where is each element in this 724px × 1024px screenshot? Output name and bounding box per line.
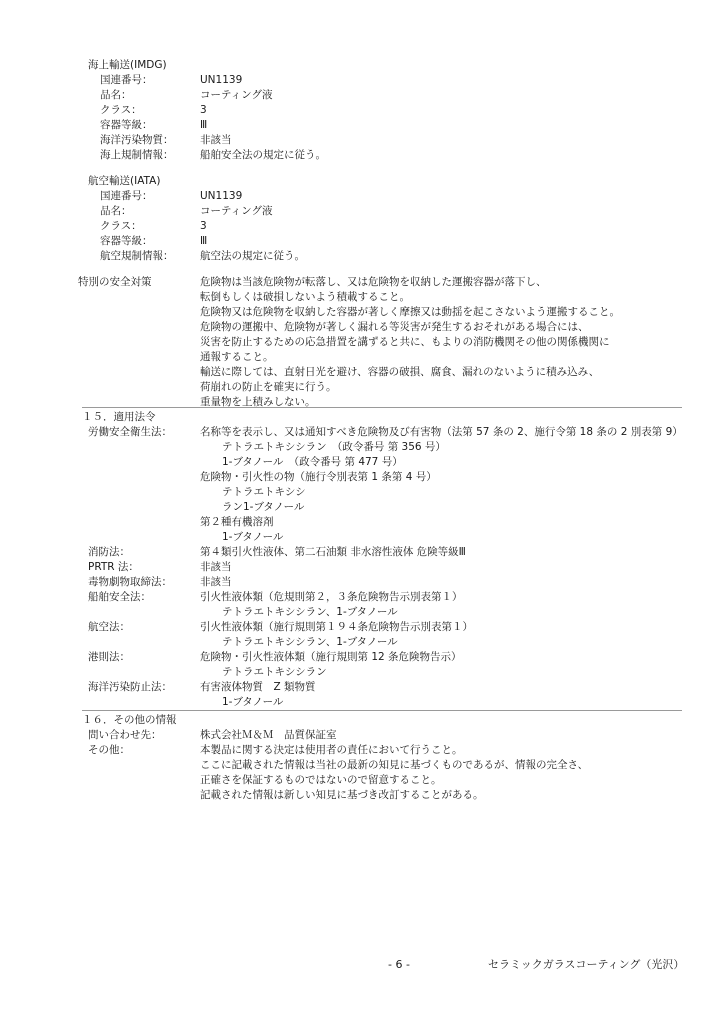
section-divider (82, 407, 682, 408)
rodo-line: ラン1-ブタノール (222, 501, 305, 513)
other-line: 正確さを保証するものではないので留意すること。 (200, 774, 442, 786)
rodo-line: テトラエトキシシ (222, 486, 306, 498)
product-name: セラミックガラスコーティング（光沢） (488, 958, 685, 971)
special-line: 通報すること。 (200, 351, 274, 363)
kowan-line: テトラエトキシシラン (222, 666, 327, 678)
koku-label: 航空法： (88, 621, 130, 633)
special-label: 特別の安全対策 (78, 276, 152, 288)
imdg-name-label: 品名： (100, 89, 132, 101)
rodo-label: 労働安全衛生法： (88, 426, 172, 438)
other-line: 本製品に関する決定は使用者の責任において行うこと。 (200, 744, 463, 756)
iata-reg-label: 航空規制情報： (100, 250, 174, 262)
koku-line: テトラエトキシシラン、1-ブタノール (222, 636, 398, 648)
section-divider (82, 710, 682, 711)
kaiyo-label: 海洋汚染防止法： (88, 681, 172, 693)
special-line: 輸送に際しては、直射日光を避け、容器の破損、腐食、漏れのないように積み込み、 (200, 366, 600, 378)
shobo-label: 消防法： (88, 546, 130, 558)
senpaku-label: 船舶安全法： (88, 591, 151, 603)
iata-pg-value: Ⅲ (200, 235, 208, 247)
senpaku-line: テトラエトキシシラン、1-ブタノール (222, 606, 398, 618)
section-16-heading: １６．その他の情報 (82, 714, 177, 726)
prtr-label: PRTR 法： (88, 561, 139, 573)
imdg-marine-value: 非該当 (200, 134, 232, 146)
iata-pg-label: 容器等級： (100, 235, 153, 247)
iata-class-value: 3 (200, 220, 207, 232)
kaiyo-line: 有害液体物質 Z 類物質 (200, 681, 316, 693)
special-line: 危険物又は危険物を収納した容器が著しく摩擦又は動揺を起こさないよう運搬すること。 (200, 306, 620, 318)
kowan-line: 危険物・引火性液体類（施行規則第 12 条危険物告示） (200, 651, 462, 663)
rodo-line: 名称等を表示し、又は通知すべき危険物及び有害物（法第 57 条の 2、施行令第 18 条の 2 別表第 9） (200, 426, 683, 438)
special-line: 荷崩れの防止を確実に行う。 (200, 381, 337, 393)
koku-line: 引火性液体類（施行規則第１９４条危険物告示別表第１） (200, 621, 473, 633)
contact-label: 問い合わせ先： (88, 729, 162, 741)
iata-un-label: 国連番号： (100, 190, 153, 202)
special-line: 危険物の運搬中、危険物が著しく漏れる等災害が発生するおそれがある場合には、 (200, 321, 589, 333)
doku-label: 毒物劇物取締法： (88, 576, 172, 588)
special-line: 重量物を上積みしない。 (200, 396, 316, 408)
iata-un-value: UN1139 (200, 190, 243, 202)
iata-name-value: コーティング液 (200, 205, 273, 217)
imdg-pg-label: 容器等級： (100, 119, 153, 131)
rodo-line: 1-ブタノール （政令番号 第 477 号） (222, 456, 403, 468)
rodo-line: テトラエトキシシラン （政令番号 第 356 号） (222, 441, 446, 453)
shobo-value: 第４類引火性液体、第二石油類 非水溶性液体 危険等級Ⅲ (200, 546, 466, 558)
imdg-name-value: コーティング液 (200, 89, 273, 101)
imdg-marine-label: 海洋汚染物質： (100, 134, 174, 146)
contact-value: 株式会社Ｍ＆Ｍ 品質保証室 (200, 729, 337, 741)
senpaku-line: 引火性液体類（危規則第２，３条危険物告示別表第１） (200, 591, 463, 603)
other-line: ここに記載された情報は当社の最新の知見に基づくものであるが、情報の完全さ、 (200, 759, 589, 771)
imdg-un-label: 国連番号： (100, 74, 153, 86)
imdg-reg-value: 船舶安全法の規定に従う。 (200, 149, 326, 161)
kowan-label: 港則法： (88, 651, 130, 663)
rodo-line: 危険物・引火性の物（施行令別表第 1 条第 4 号） (200, 471, 437, 483)
imdg-heading: 海上輸送(IMDG) (88, 59, 167, 71)
imdg-class-label: クラス： (100, 104, 142, 116)
other-line: 記載された情報は新しい知見に基づき改訂することがある。 (200, 789, 484, 801)
doku-value: 非該当 (200, 576, 232, 588)
rodo-line: 第２種有機溶剤 (200, 516, 274, 528)
section-15-heading: １５．適用法令 (82, 411, 156, 423)
iata-heading: 航空輸送(IATA) (88, 175, 161, 187)
special-line: 災害を防止するための応急措置を講ずると共に、もよりの消防機関その他の関係機関に (200, 336, 610, 348)
imdg-class-value: 3 (200, 104, 207, 116)
iata-reg-value: 航空法の規定に従う。 (200, 250, 305, 262)
page-number: - 6 - (388, 958, 410, 971)
other-label: その他： (88, 744, 130, 756)
special-line: 転倒もしくは破損しないよう積載すること。 (200, 291, 410, 303)
prtr-value: 非該当 (200, 561, 232, 573)
kaiyo-line: 1-ブタノール (222, 696, 284, 708)
iata-name-label: 品名： (100, 205, 132, 217)
imdg-pg-value: Ⅲ (200, 119, 208, 131)
imdg-reg-label: 海上規制情報： (100, 149, 174, 161)
rodo-line: 1-ブタノール (222, 531, 284, 543)
iata-class-label: クラス： (100, 220, 142, 232)
imdg-un-value: UN1139 (200, 74, 243, 86)
special-line: 危険物は当該危険物が転落し、又は危険物を収納した運搬容器が落下し、 (200, 276, 547, 288)
